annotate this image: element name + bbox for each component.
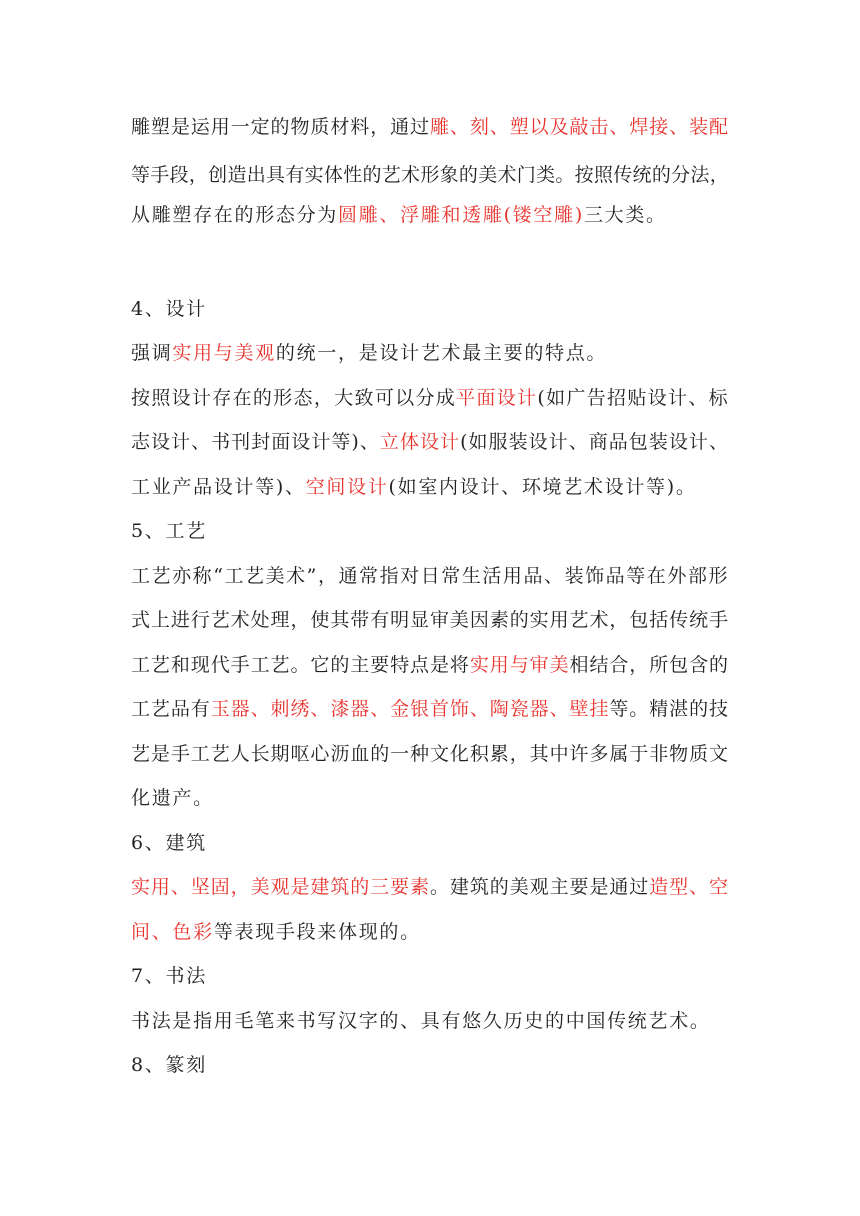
body-text: 4、设计 (131, 298, 207, 320)
body-text: 工艺亦称“工艺美术”，通常指对日常生活用品、装饰品等在外部形 (131, 565, 729, 587)
highlighted-text: 立体设计 (379, 431, 461, 453)
body-text: 。建筑的美观主要是通过 (429, 876, 650, 898)
text-line (131, 1052, 207, 1078)
body-text: 化遗产。 (131, 787, 214, 809)
body-text: 志设计、书刊封面设计等)、 (131, 431, 380, 453)
highlighted-text: 雕、刻、塑以及敲击、焊接、装配 (430, 116, 729, 138)
body-text: 艺是手工艺人长期呕心沥血的一种文化积累，其中许多属于非物质文 (131, 743, 729, 765)
body-text: 书法是指用毛笔来书写汉字的、具有悠久历史的中国传统艺术。 (131, 1010, 711, 1032)
highlighted-text: 实用与美观 (172, 342, 276, 364)
text-line (131, 429, 729, 455)
text-line (131, 785, 214, 811)
text-line (131, 919, 421, 945)
highlighted-text: 圆雕、浮雕和透雕(镂空雕) (338, 204, 584, 226)
body-text: 8、篆刻 (131, 1054, 207, 1076)
body-text: (如室内设计、环境艺术设计等)。 (388, 476, 697, 498)
body-text: 等表现手段来体现的。 (213, 921, 421, 943)
body-text: 5、工艺 (131, 520, 207, 542)
text-line (131, 563, 729, 589)
highlighted-text: 玉器、刺绣、漆器、金银首饰、陶瓷器、壁挂 (210, 698, 610, 720)
text-line (131, 652, 729, 678)
body-text: 工艺和现代手工艺。它的主要特点是将 (131, 654, 470, 676)
highlighted-text: 造型、空 (649, 876, 729, 898)
body-text: 相结合，所包含的 (569, 654, 729, 676)
text-line (131, 296, 207, 322)
text-line (131, 1008, 711, 1034)
text-line (131, 340, 607, 366)
text-line (131, 696, 729, 722)
highlighted-text: 平面设计 (456, 387, 538, 409)
text-line (131, 162, 729, 188)
text-line (131, 114, 729, 140)
body-text: 工艺品有 (131, 698, 211, 720)
body-text: 等手段，创造出具有实体性的艺术形象的美术门类。按照传统的分法， (131, 164, 729, 186)
body-text: 三大类。 (583, 204, 667, 226)
text-line (131, 874, 729, 900)
body-text: 强调 (131, 342, 173, 364)
body-text: (如服装设计、商品包装设计、 (460, 431, 729, 453)
highlighted-text: 空间设计 (305, 476, 389, 498)
text-line (131, 963, 207, 989)
body-text: 从雕塑存在的形态分为 (131, 204, 339, 226)
text-line (131, 385, 729, 411)
text-line (131, 607, 729, 633)
text-line (131, 830, 207, 856)
highlighted-text: 实用、坚固，美观是建筑的三要素 (131, 876, 430, 898)
body-text: 6、建筑 (131, 832, 207, 854)
body-text: 7、书法 (131, 965, 207, 987)
text-line (131, 518, 207, 544)
body-text: 按照设计存在的形态，大致可以分成 (131, 387, 457, 409)
body-text: 的统一，是设计艺术最主要的特点。 (275, 342, 608, 364)
highlighted-text: 间、色彩 (131, 921, 214, 943)
body-text: 雕塑是运用一定的物质材料，通过 (131, 116, 430, 138)
body-text: 等。精湛的技 (609, 698, 729, 720)
body-text: (如广告招贴设计、标 (537, 387, 729, 409)
highlighted-text: 实用与审美 (469, 654, 570, 676)
body-text: 工业产品设计等)、 (131, 476, 306, 498)
text-line (131, 474, 697, 500)
body-text: 式上进行艺术处理，使其带有明显审美因素的实用艺术，包括传统手 (131, 609, 729, 631)
text-line (131, 741, 729, 767)
text-line (131, 202, 667, 228)
